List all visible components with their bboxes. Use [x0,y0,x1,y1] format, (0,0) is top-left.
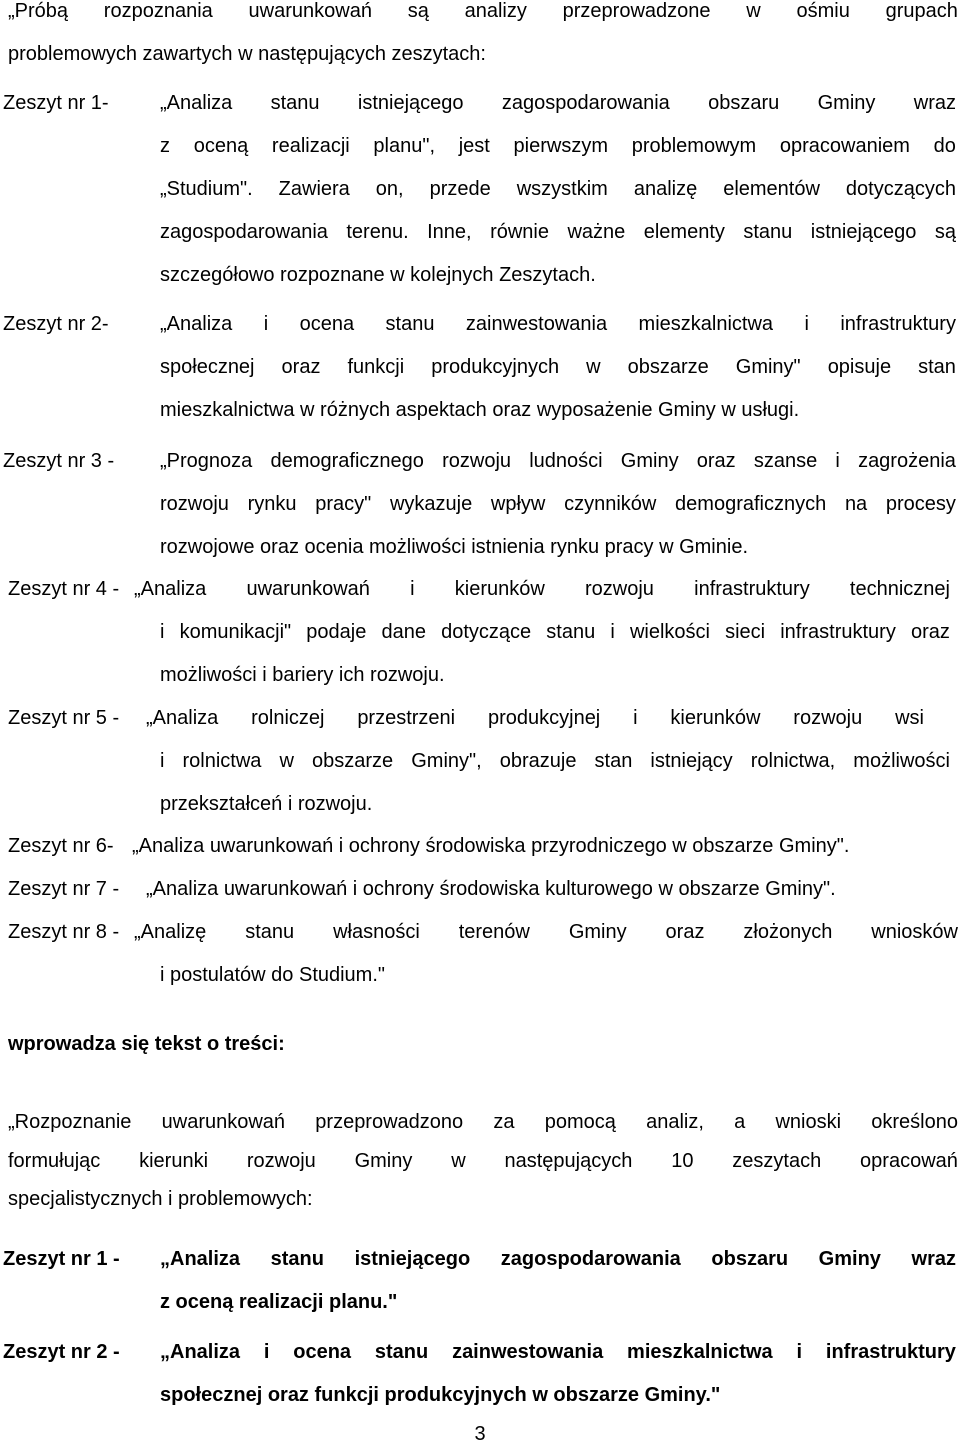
word: w [279,750,294,772]
word: „Próbą [8,0,69,22]
word: oraz [665,921,705,943]
old-list-2-line-1 [160,313,956,336]
word: rolnictwa, [750,750,836,772]
page-number: 3 [474,1423,486,1445]
word: elementów [723,178,820,200]
word: kierunków [670,707,761,729]
old-list-4-line-3: możliwości i bariery ich rozwoju. [160,664,445,686]
old-list-2-line-3: mieszkalnictwa w różnych aspektach oraz wyposażenie Gminy w usługi. [160,399,800,421]
word: wykazuje [389,493,473,515]
word: równie [490,221,549,243]
word: opracowaniem [779,135,910,157]
word: złożonych [743,921,833,943]
word: i [610,621,615,643]
word: Gminy [354,1150,413,1172]
word: i [263,313,269,335]
word: wniosków [871,921,958,943]
word: demograficznego [270,450,424,472]
old-list-5-line-2 [160,750,950,773]
word: i [410,578,415,600]
new-intro-line-1 [8,1111,958,1134]
word: infrastruktury [780,621,896,643]
word: ośmiu [796,0,850,22]
word: i [804,313,809,335]
word: stanu [546,621,596,643]
word: opracowań [860,1150,958,1172]
word: „Prognoza [160,450,253,472]
word: oraz [696,450,736,472]
word: infrastruktury [694,578,810,600]
word: oraz [281,356,321,378]
word: terenów [458,921,530,943]
word: pierwszym [513,135,608,157]
new-list-2-line-1 [160,1341,956,1364]
word: obszaru [708,92,780,114]
word: grupach [885,0,958,22]
word: ocena [293,1341,352,1363]
word: rozwoju [160,493,229,515]
word: są [934,221,956,243]
word: i [160,750,165,772]
old-list-label-1: Zeszyt nr 1- [3,92,109,114]
word: analizę [633,178,698,200]
word: określono [871,1111,958,1133]
intro-line-1 [8,0,958,23]
section-heading: wprowadza się tekst o treści: [8,1033,285,1055]
word: Inne, [427,221,472,243]
word: rozpoznania [103,0,213,22]
word: Zawiera [278,178,350,200]
old-list-1-line-2 [160,135,956,158]
word: opisuje [827,356,892,378]
word: 10 [671,1150,694,1172]
word: wraz [911,1248,956,1270]
word: on, [375,178,404,200]
word: stanu [270,92,320,114]
word: pomocą [544,1111,616,1133]
word: obrazuje [499,750,577,772]
word: rozwoju [793,707,863,729]
word: istniejącego [810,221,917,243]
word: komunikacji" [179,621,292,643]
word: infrastruktury [840,313,956,335]
word: formułując [8,1150,101,1172]
word: obszarze [627,356,709,378]
word: dane [381,621,426,643]
word: rozwoju [585,578,654,600]
word: Gminy [620,450,679,472]
word: za [493,1111,515,1133]
word: stanu [245,921,295,943]
old-list-label-8: Zeszyt nr 8 - [8,921,120,943]
word: zeszytach [732,1150,822,1172]
word: kierunki [139,1150,209,1172]
word: społecznej [160,356,255,378]
word: następujących [504,1150,633,1172]
word: a [734,1111,746,1133]
word: i [796,1341,803,1363]
old-list-4-line-1 [134,578,950,601]
word: rolniczej [251,707,325,729]
word: rynku [247,493,297,515]
word: stanu [743,221,793,243]
word: możliwości [853,750,950,772]
new-list-1-line-1 [160,1248,956,1271]
word: „Analiza [160,92,233,114]
word: Gminy" [735,356,801,378]
word: przeprowadzono [315,1111,464,1133]
word: ludności [529,450,603,472]
word: Gminy", [411,750,482,772]
old-list-label-7: Zeszyt nr 7 - [8,878,120,900]
new-intro-line-2 [8,1150,958,1173]
word: istniejącego [357,92,464,114]
old-list-1-line-4 [160,221,956,244]
old-list-3-line-3: rozwojowe oraz ocenia możliwości istnienia rynku pracy w Gminie. [160,536,748,558]
word: szanse [753,450,818,472]
word: „Analiza [134,578,207,600]
word: zainwestowania [465,313,608,335]
word: ważne [567,221,626,243]
word: i [835,450,840,472]
old-list-label-2: Zeszyt nr 2- [3,313,109,335]
word: „Analizę [134,921,207,943]
word: rozwoju [246,1150,316,1172]
old-list-label-5: Zeszyt nr 5 - [8,707,120,729]
word: procesy [885,493,956,515]
word: na [844,493,868,515]
word: przede [429,178,491,200]
word: demograficznych [675,493,827,515]
word: produkcyjnej [487,707,601,729]
word: czynników [564,493,657,515]
old-list-1-line-3 [160,178,956,201]
word: dotyczące [441,621,532,643]
old-list-7-line-1: „Analiza uwarunkowań i ochrony środowiska kulturowego w obszarze Gminy". [146,878,836,900]
word: własności [333,921,420,943]
word: oraz [910,621,950,643]
intro-line-2: problemowych zawartych w następujących zeszytach: [8,43,486,65]
word: wpływ [490,493,546,515]
word: Gminy [568,921,627,943]
word: funkcji [347,356,405,378]
old-list-1-line-1 [160,92,956,115]
word: uwarunkowań [248,0,372,22]
word: infrastruktury [825,1341,956,1363]
word: stanu [270,1248,324,1270]
old-list-1-line-5: szczegółowo rozpoznane w kolejnych Zeszytach. [160,264,596,286]
word: w [451,1150,466,1172]
word: realizacji [271,135,350,157]
old-list-label-4: Zeszyt nr 4 - [8,578,120,600]
word: oceną [193,135,249,157]
old-list-5-line-3: przekształceń i rozwoju. [160,793,373,815]
word: do [933,135,956,157]
new-list-2-line-2: społecznej oraz funkcji produkcyjnych w obszarze Gminy." [160,1384,721,1406]
word: kierunków [454,578,545,600]
word: wszystkim [516,178,608,200]
word: obszarze [312,750,394,772]
word: „Analiza [160,313,233,335]
word: w [746,0,761,22]
word: elementy [643,221,725,243]
old-list-6-line-1: „Analiza uwarunkowań i ochrony środowiska przyrodniczego w obszarze Gminy". [132,835,850,857]
word: wielkości [629,621,710,643]
old-list-3-line-1 [160,450,956,473]
word: „Analiza [160,1248,241,1270]
word: uwarunkowań [246,578,370,600]
word: terenu. [346,221,409,243]
old-list-4-line-2 [160,621,950,644]
word: mieszkalnictwa [627,1341,773,1363]
word: istniejącego [354,1248,471,1270]
word: w [586,356,601,378]
word: dotyczących [845,178,956,200]
new-list-1-line-2: z oceną realizacji planu." [160,1291,398,1313]
word: „Analiza [146,707,219,729]
word: Gminy [818,1248,881,1270]
word: przeprowadzone [562,0,711,22]
word: planu", [373,135,436,157]
word: stan [594,750,633,772]
word: analizy [464,0,527,22]
word: istniejący [650,750,733,772]
new-list-label-1: Zeszyt nr 1 - [3,1248,120,1270]
word: Gminy [817,92,876,114]
word: zainwestowania [452,1341,604,1363]
word: pracy" [315,493,372,515]
old-list-8-line-1 [134,921,958,944]
word: i [160,621,165,643]
word: zagospodarowania [501,92,670,114]
word: stanu [385,313,435,335]
word: obszaru [711,1248,789,1270]
word: przestrzeni [357,707,456,729]
old-list-3-line-2 [160,493,956,516]
new-intro-line-3: specjalistycznych i problemowych: [8,1188,313,1210]
word: i [633,707,638,729]
word: jest [458,135,490,157]
word: z [160,135,170,157]
word: zagospodarowania [500,1248,681,1270]
word: wnioski [775,1111,842,1133]
word: „Analiza [160,1341,241,1363]
word: zagrożenia [858,450,956,472]
word: analiz, [646,1111,704,1133]
old-list-label-6: Zeszyt nr 6- [8,835,114,857]
word: problemowym [631,135,757,157]
word: ocena [299,313,355,335]
old-list-8-line-2: i postulatów do Studium." [160,964,385,986]
word: technicznej [849,578,950,600]
word: uwarunkowań [161,1111,286,1133]
old-list-label-3: Zeszyt nr 3 - [3,450,115,472]
word: wraz [913,92,956,114]
word: są [407,0,429,22]
word: rolnictwa [182,750,262,772]
word: sieci [725,621,766,643]
word: stanu [374,1341,429,1363]
word: podaje [306,621,367,643]
word: produkcyjnych [431,356,560,378]
old-list-2-line-2 [160,356,956,379]
word: rozwoju [442,450,512,472]
word: mieszkalnictwa [638,313,774,335]
word: i [263,1341,270,1363]
word: „Studium". [160,178,253,200]
word: wsi [895,707,924,729]
word: zagospodarowania [160,221,328,243]
old-list-5-line-1 [146,707,924,730]
word: stan [918,356,956,378]
new-list-label-2: Zeszyt nr 2 - [3,1341,120,1363]
word: „Rozpoznanie [8,1111,132,1133]
